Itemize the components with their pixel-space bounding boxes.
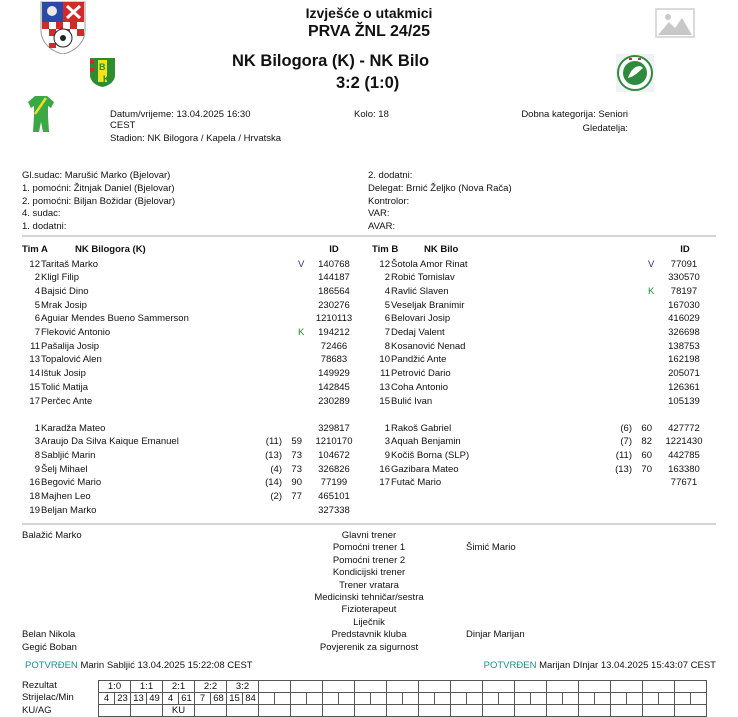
- goal-result-cell: [419, 681, 451, 693]
- goal-minute-cell: 68: [211, 693, 227, 705]
- replaced-player: (11): [615, 449, 632, 461]
- goal-result-cell: 2:2: [195, 681, 227, 693]
- player-row: [372, 285, 712, 299]
- goal-minute-cell: [563, 693, 579, 705]
- age-category: Dobna kategorija: Seniori: [521, 109, 628, 120]
- official-avar: AVAR:: [368, 221, 396, 233]
- goal-scorer-cell: [611, 693, 627, 705]
- player-name: Belovari Josip: [391, 313, 451, 325]
- substitute-row: [372, 449, 712, 463]
- goal-minute-cell: [339, 693, 355, 705]
- player-row: [22, 299, 362, 313]
- player-id: 167030: [668, 299, 700, 311]
- goal-result-cell: 1:1: [131, 681, 163, 693]
- shirt-number: 1: [34, 422, 40, 434]
- confirmed-badge: POTVRĐEN: [25, 660, 78, 671]
- player-id: 149929: [318, 368, 350, 380]
- player-name: Mrak Josip: [41, 299, 87, 311]
- player-name: Aquah Benjamin: [391, 436, 461, 448]
- player-id: 77671: [670, 477, 698, 489]
- substitution-minute: 90: [291, 477, 302, 489]
- player-id: 326826: [318, 463, 350, 475]
- goal-result-cell: 2:1: [163, 681, 195, 693]
- shirt-number: 16: [29, 477, 40, 489]
- team-a-confirmation: [25, 660, 253, 671]
- player-row: [22, 340, 362, 354]
- replaced-player: (11): [265, 436, 282, 448]
- goal-scorer-cell: [259, 693, 275, 705]
- substitute-row: [372, 435, 712, 449]
- substitute-row: [22, 504, 362, 518]
- player-id: 144187: [318, 272, 350, 284]
- player-name: Aguiar Mendes Bueno Sammerson: [41, 313, 189, 325]
- player-row: [372, 367, 712, 381]
- player-name: Topalović Alen: [41, 354, 102, 366]
- goal-type-cell: [259, 705, 291, 717]
- official-var: VAR:: [368, 208, 390, 220]
- player-name: Veseljak Branimir: [391, 299, 465, 311]
- player-id: 230276: [318, 299, 350, 311]
- shirt-number: 19: [29, 504, 40, 516]
- player-id: 230289: [318, 395, 350, 407]
- staff-role-label: Predstavnik kluba: [331, 629, 407, 641]
- goal-type-cell: [291, 705, 323, 717]
- goal-scorer-cell: 4: [163, 693, 179, 705]
- shirt-number: 12: [29, 258, 40, 270]
- player-id: 1210170: [315, 436, 353, 448]
- goal-scorer-cell: [579, 693, 595, 705]
- team-a-name: NK Bilogora (K): [75, 244, 146, 255]
- confirmation-text: Marijan DInjar 13.04.2025 15:43:07 CEST: [539, 660, 716, 671]
- player-name: Pašalija Josip: [41, 340, 100, 352]
- staff-role-label: Povjerenik za sigurnost: [319, 641, 419, 653]
- player-id: 205071: [668, 368, 700, 380]
- player-name: Perčec Ante: [41, 395, 93, 407]
- goal-scorer-cell: [355, 693, 371, 705]
- official-fourth: 4. sudac:: [22, 208, 61, 220]
- goal-result-cell: [323, 681, 355, 693]
- goalkeeper-mark: K: [648, 285, 655, 297]
- goal-type-cell: [483, 705, 515, 717]
- match-stadium: Stadion: NK Bilogora / Kapela / Hrvatska: [110, 133, 282, 144]
- goal-result-cell: [291, 681, 323, 693]
- goal-scorer-cell: [675, 693, 691, 705]
- player-row: [22, 258, 362, 272]
- player-name: Fleković Antonio: [41, 327, 111, 338]
- team-a-staff-name: Balažić Marko: [22, 530, 82, 541]
- player-id: 1210113: [315, 313, 353, 325]
- player-name: Kosanović Nenad: [391, 340, 466, 352]
- player-row: [372, 353, 712, 367]
- team-a-staff-name: Gegić Boban: [22, 641, 77, 653]
- goal-type-cell: [131, 705, 163, 717]
- goal-result-cell: [611, 681, 643, 693]
- goal-type-cell: [387, 705, 419, 717]
- official-additional-2: 2. dodatni:: [368, 170, 413, 181]
- player-row: [372, 340, 712, 354]
- staff-role-label: Pomoćni trener 2: [332, 554, 406, 566]
- goal-result-cell: [451, 681, 483, 693]
- player-row: [372, 271, 712, 285]
- substitute-row: [22, 449, 362, 463]
- shirt-number: 17: [29, 395, 40, 407]
- goal-type-cell: [323, 705, 355, 717]
- player-name: Ravlić Slaven: [391, 285, 449, 297]
- home-kit-icon: [27, 94, 55, 134]
- goal-result-cell: 3:2: [227, 681, 259, 693]
- player-name: Bulić Ivan: [391, 395, 433, 407]
- goal-minute-cell: 84: [243, 693, 259, 705]
- player-name: Tolić Matija: [41, 381, 88, 393]
- player-id: 105139: [668, 395, 700, 407]
- staff-role-label: Liječnik: [353, 616, 385, 628]
- officials-right: [368, 170, 512, 234]
- official-controller: Kontrolor:: [368, 195, 410, 207]
- player-name: Ištuk Josip: [41, 368, 86, 380]
- substitute-row: [22, 490, 362, 504]
- substitute-row: [372, 463, 712, 477]
- player-row: [372, 299, 712, 313]
- shirt-number: 9: [384, 449, 390, 461]
- team-a-staff-name: Belan Nikola: [22, 629, 76, 641]
- player-name: Beljan Marko: [41, 504, 97, 516]
- player-name: Kočiš Borna (SLP): [391, 449, 470, 461]
- goals-row-label-type: KU/AG: [22, 705, 52, 716]
- shirt-number: 5: [384, 299, 390, 311]
- match-datetime: Datum/vrijeme: 13.04.2025 16:30: [110, 109, 251, 120]
- substitution-minute: 60: [641, 449, 652, 461]
- shirt-number: 8: [34, 449, 40, 461]
- goal-type-cell: [99, 705, 131, 717]
- shirt-number: 2: [384, 272, 390, 284]
- replaced-player: (14): [265, 477, 282, 489]
- substitution-minute: 70: [641, 463, 652, 475]
- goal-scorer-cell: [451, 693, 467, 705]
- shirt-number: 12: [379, 258, 390, 270]
- player-name: Gazibara Mateo: [391, 463, 459, 475]
- player-row: [22, 285, 362, 299]
- player-row: [22, 381, 362, 395]
- player-id: 186564: [318, 285, 350, 297]
- match-round: Kolo: 18: [354, 109, 389, 120]
- player-name: Šelj Mihael: [41, 463, 88, 475]
- player-name: Majhen Leo: [41, 491, 91, 502]
- goal-minute-cell: [659, 693, 675, 705]
- player-id: 163380: [668, 463, 700, 475]
- staff-role-label: Fizioterapeut: [341, 604, 397, 616]
- goal-minute-cell: [467, 693, 483, 705]
- goal-minute-cell: [531, 693, 547, 705]
- team-b-staff-name: Dinjar Marijan: [466, 629, 525, 641]
- shirt-number: 11: [30, 340, 40, 352]
- goal-minute-cell: [403, 693, 419, 705]
- report-title: Izvješće o utakmici: [305, 5, 433, 21]
- replaced-player: (6): [620, 422, 632, 434]
- away-team-logo: [616, 54, 654, 92]
- goal-minute-cell: [275, 693, 291, 705]
- player-id: 416029: [668, 313, 700, 325]
- goal-result-cell: [675, 681, 707, 693]
- player-id: 326698: [668, 327, 700, 338]
- player-name: Robić Tomislav: [391, 272, 455, 284]
- goalkeeper-mark: K: [298, 327, 305, 338]
- player-id: 140768: [318, 258, 350, 270]
- goal-scorer-cell: 13: [131, 693, 147, 705]
- goal-type-cell: [579, 705, 611, 717]
- shirt-number: 15: [29, 381, 40, 393]
- player-row: [22, 271, 362, 285]
- player-id: 162198: [668, 354, 700, 366]
- player-name: Pandžić Ante: [391, 354, 447, 366]
- substitution-minute: 77: [291, 491, 302, 502]
- goal-scorer-cell: [483, 693, 499, 705]
- goals-row-label-scorer: Strijelac/Min: [22, 692, 74, 703]
- replaced-player: (13): [265, 449, 282, 461]
- player-name: Šotola Amor Rinat: [391, 258, 468, 270]
- goal-scorer-cell: [515, 693, 531, 705]
- goal-minute-cell: [307, 693, 323, 705]
- competition-title: PRVA ŽNL 24/25: [307, 23, 431, 40]
- goal-scorer-cell: [291, 693, 307, 705]
- staff-role-label: Medicinski tehničar/sestra: [314, 592, 424, 603]
- team-a-id-header: ID: [329, 244, 339, 255]
- player-id: 142845: [318, 381, 350, 393]
- official-additional-1: 1. dodatni:: [22, 221, 67, 233]
- player-id: 442785: [668, 449, 700, 461]
- staff-role-label: Trener vratara: [339, 579, 399, 591]
- staff-role-label: Glavni trener: [341, 530, 397, 541]
- official-assistant-2: 2. pomoćni: Biljan Božidar (Bjelovar): [22, 195, 176, 207]
- player-row: [372, 326, 712, 340]
- team-b-name: NK Bilo: [424, 244, 459, 255]
- confirmation-text: Marin Sabljić 13.04.2025 15:22:08 CEST: [80, 660, 253, 671]
- player-row: [372, 381, 712, 395]
- replaced-player: (7): [620, 436, 632, 448]
- shirt-number: 9: [34, 463, 40, 475]
- substitute-row: [22, 435, 362, 449]
- goals-type-row: [99, 705, 707, 717]
- divider: [22, 235, 716, 237]
- shirt-number: 17: [379, 477, 390, 489]
- goal-minute-cell: 23: [115, 693, 131, 705]
- goal-minute-cell: [691, 693, 707, 705]
- goal-scorer-cell: [547, 693, 563, 705]
- goal-minute-cell: [499, 693, 515, 705]
- captain-mark: V: [298, 258, 305, 270]
- goal-result-cell: [387, 681, 419, 693]
- player-id: 194212: [318, 327, 350, 338]
- match-title: NK Bilogora (K) - NK Bilo: [232, 52, 430, 70]
- shirt-number: 7: [384, 327, 390, 338]
- officials-left: [22, 170, 175, 234]
- goal-type-cell: [643, 705, 675, 717]
- player-row: [22, 312, 362, 326]
- player-row: [22, 367, 362, 381]
- substitute-row: [22, 422, 362, 436]
- player-name: Karadža Mateo: [41, 422, 106, 434]
- goals-scorer-row: [99, 693, 707, 705]
- player-id: 465101: [318, 491, 350, 502]
- goal-type-cell: [611, 705, 643, 717]
- goal-type-cell: [515, 705, 547, 717]
- player-id: 77199: [320, 477, 348, 489]
- replaced-player: (2): [270, 491, 282, 502]
- shirt-number: 1: [384, 422, 390, 434]
- player-id: 138753: [668, 340, 700, 352]
- team-a-label: Tim A: [22, 244, 48, 255]
- goal-type-cell: KU: [163, 705, 195, 717]
- team-b-staff-name: Šimić Mario: [466, 542, 516, 554]
- player-name: Futač Mario: [391, 477, 442, 489]
- player-name: Dedaj Valent: [391, 327, 445, 338]
- goal-result-cell: [515, 681, 547, 693]
- substitution-minute: 73: [291, 463, 302, 475]
- player-row: [372, 312, 712, 326]
- goals-result-row: [99, 681, 707, 693]
- player-id: 72466: [320, 340, 348, 352]
- staff-role-label: Pomoćni trener 1: [332, 542, 406, 554]
- goal-result-cell: 1:0: [99, 681, 131, 693]
- substitution-minute: 82: [641, 436, 652, 448]
- match-timezone: CEST: [110, 120, 136, 131]
- substitute-row: [22, 463, 362, 477]
- team-b-label: Tim B: [372, 244, 399, 255]
- goal-result-cell: [259, 681, 291, 693]
- goal-result-cell: [643, 681, 675, 693]
- player-row: [22, 395, 362, 409]
- goal-scorer-cell: [387, 693, 403, 705]
- goal-type-cell: [451, 705, 483, 717]
- shirt-number: 2: [34, 272, 40, 284]
- goal-minute-cell: [595, 693, 611, 705]
- player-name: Araujo Da Silva Kaique Emanuel: [41, 436, 179, 448]
- goal-type-cell: [227, 705, 259, 717]
- player-row: [22, 326, 362, 340]
- goal-scorer-cell: [643, 693, 659, 705]
- shirt-number: 11: [380, 368, 390, 380]
- substitution-minute: 73: [291, 449, 302, 461]
- shirt-number: 6: [34, 313, 40, 325]
- goals-row-label-result: Rezultat: [22, 680, 57, 691]
- player-name: Petrović Dario: [391, 368, 451, 380]
- shirt-number: 13: [379, 381, 390, 393]
- shirt-number: 13: [29, 354, 40, 366]
- shirt-number: 16: [379, 463, 390, 475]
- goal-type-cell: [419, 705, 451, 717]
- player-id: 78197: [670, 285, 698, 297]
- substitute-row: [372, 422, 712, 436]
- substitute-row: [22, 476, 362, 490]
- player-id: 330570: [668, 272, 700, 284]
- goal-scorer-cell: 7: [195, 693, 211, 705]
- goal-result-cell: [579, 681, 611, 693]
- goal-minute-cell: [627, 693, 643, 705]
- player-id: 1221430: [665, 436, 703, 448]
- goal-scorer-cell: [323, 693, 339, 705]
- substitute-row: [372, 476, 712, 490]
- goal-scorer-cell: 4: [99, 693, 115, 705]
- substitution-minute: 60: [641, 422, 652, 434]
- match-score: 3:2 (1:0): [336, 74, 400, 92]
- replaced-player: (13): [615, 463, 632, 475]
- substitution-minute: 59: [291, 436, 302, 448]
- goal-result-cell: [547, 681, 579, 693]
- player-name: Rakoš Gabriel: [391, 422, 452, 434]
- player-name: Begović Mario: [41, 477, 102, 489]
- staff-role-label: Kondicijski trener: [332, 567, 406, 579]
- captain-mark: V: [648, 258, 655, 270]
- goal-type-cell: [195, 705, 227, 717]
- goal-minute-cell: [435, 693, 451, 705]
- shirt-number: 5: [34, 299, 40, 311]
- goal-type-cell: [675, 705, 707, 717]
- shirt-number: 15: [379, 395, 390, 407]
- official-delegate: Delegat: Brnić Željko (Nova Rača): [368, 182, 512, 194]
- goals-grid: [98, 680, 707, 717]
- goal-type-cell: [355, 705, 387, 717]
- goal-result-cell: [483, 681, 515, 693]
- goal-minute-cell: [371, 693, 387, 705]
- shirt-number: 4: [384, 285, 390, 297]
- shirt-number: 10: [379, 354, 390, 366]
- goal-minute-cell: 61: [179, 693, 195, 705]
- team-b-id-header: ID: [680, 244, 690, 255]
- shirt-number: 8: [384, 340, 390, 352]
- player-row: [372, 395, 712, 409]
- player-id: 329817: [318, 422, 350, 434]
- goal-type-cell: [547, 705, 579, 717]
- player-id: 427772: [668, 422, 700, 434]
- team-b-confirmation: [484, 660, 716, 671]
- player-id: 126361: [668, 381, 700, 393]
- player-name: Sabljić Marin: [41, 449, 96, 461]
- player-id: 78683: [320, 354, 348, 366]
- shirt-number: 4: [34, 285, 40, 297]
- player-row: [372, 258, 712, 272]
- goal-minute-cell: 49: [147, 693, 163, 705]
- player-name: Bajsić Dino: [41, 285, 89, 297]
- official-main-referee: Gl.sudac: Marušić Marko (Bjelovar): [22, 170, 171, 181]
- svg-text:K: K: [103, 74, 110, 84]
- spectators: Gledatelja:: [582, 123, 628, 134]
- shirt-number: 14: [29, 368, 40, 380]
- confirmed-badge: POTVRĐEN: [483, 660, 537, 671]
- player-name: Kligl Filip: [41, 272, 80, 284]
- shirt-number: 18: [29, 491, 40, 502]
- player-row: [22, 353, 362, 367]
- player-id: 327338: [318, 504, 350, 516]
- player-name: Taritaš Marko: [41, 258, 99, 270]
- shirt-number: 6: [384, 313, 390, 325]
- home-team-logo: [89, 57, 116, 87]
- player-id: 77091: [670, 258, 698, 270]
- replaced-player: (4): [270, 463, 282, 475]
- divider: [22, 523, 716, 525]
- player-name: Coha Antonio: [391, 381, 449, 393]
- player-id: 104672: [318, 449, 350, 461]
- shirt-number: 3: [384, 436, 390, 448]
- shirt-number: 7: [34, 327, 40, 338]
- shirt-number: 3: [34, 436, 40, 448]
- official-assistant-1: 1. pomoćni: Žitnjak Daniel (Bjelovar): [22, 182, 175, 194]
- goal-scorer-cell: [419, 693, 435, 705]
- goal-scorer-cell: 15: [227, 693, 243, 705]
- svg-text:B: B: [99, 62, 106, 72]
- goal-result-cell: [355, 681, 387, 693]
